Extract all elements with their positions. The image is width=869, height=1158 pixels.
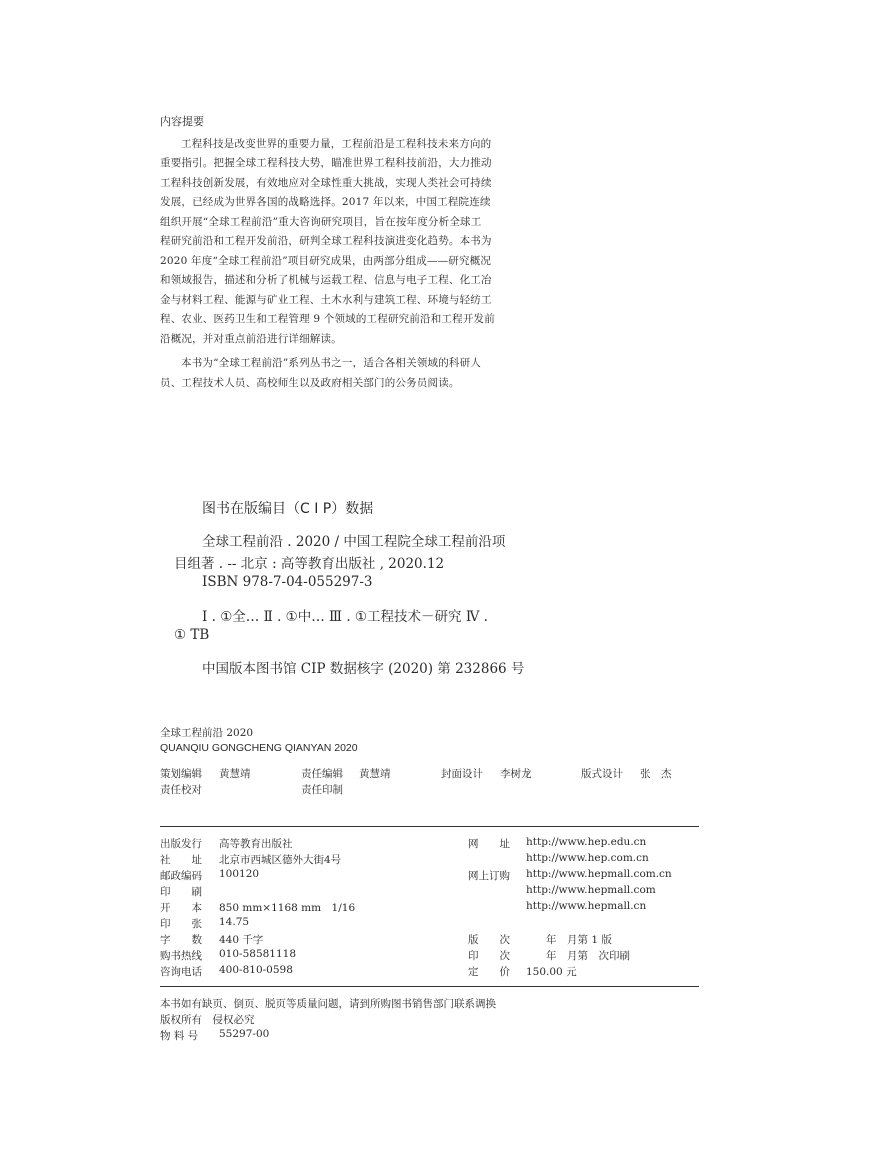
cip-line: 目组著 . -- 北京 : 高等教育出版社 , 2020.12 <box>174 556 445 572</box>
planning-editor-label: 策划编辑 <box>160 768 202 780</box>
pub-label: 开 本 <box>160 902 202 914</box>
cip-line: 全球工程前沿 . 2020 / 中国工程院全球工程前沿项 <box>202 534 506 550</box>
intro-line: 金与材料工程、能源与矿业工程、土木水利与建筑工程、环境与轻纺工 <box>160 294 492 306</box>
pub-value: 100120 <box>219 868 260 880</box>
book-title-en: QUANQIU GONGCHENG QIANYAN 2020 <box>160 742 358 754</box>
pub-value: 14.75 <box>219 916 250 928</box>
pub-label: 出版发行 <box>160 838 202 850</box>
web-link[interactable]: http://www.hep.edu.cn <box>526 836 647 848</box>
intro-line: 和领域报告，描述和分析了机械与运载工程、信息与电子工程、化工冶 <box>160 274 492 286</box>
price-value: 150.00 元 <box>526 966 577 978</box>
intro-line: 2020 年度“全球工程前沿”项目研究成果，由两部分组成——研究概况 <box>160 255 492 267</box>
intro-heading: 内容提要 <box>160 115 204 128</box>
pub-label: 咨询电话 <box>160 966 202 978</box>
pub-label: 印 张 <box>160 918 202 930</box>
pub-label: 购书热线 <box>160 950 202 962</box>
divider <box>160 826 699 827</box>
intro-line: 组织开展“全球工程前沿”重大咨询研究项目，旨在按年度分析全球工 <box>160 216 482 228</box>
intro-line: 员、工程技术人员、高校师生以及政府相关部门的公务员阅读。 <box>160 377 460 389</box>
pub-label: 字 数 <box>160 934 202 946</box>
pub-label: 邮政编码 <box>160 870 202 882</box>
proofreader-label: 责任校对 <box>160 784 202 796</box>
cip-classification: Ⅰ . ①全… Ⅱ . ①中… Ⅲ . ①工程技术－研究 Ⅳ . <box>202 609 488 625</box>
cip-classification: ① TB <box>174 627 210 643</box>
pub-value: 高等教育出版社 <box>219 838 293 850</box>
order-label: 网上订购 <box>468 870 510 882</box>
intro-line: 重要指引。把握全球工程科技大势，瞄准世界工程科技前沿，大力推动 <box>160 157 492 169</box>
intro-line: 本书为“全球工程前沿”系列丛书之一，适合各相关领域的科研人 <box>181 357 482 369</box>
pub-label: 社 址 <box>160 854 202 866</box>
pub-value: 440 千字 <box>219 934 264 946</box>
intro-line: 程研究前沿和工程开发前沿，研判全球工程科技演进变化趋势。本书为 <box>160 235 492 247</box>
responsible-editor-label: 责任编辑 <box>301 768 343 780</box>
planning-editor: 黄慧靖 <box>219 768 251 780</box>
intro-line: 工程科技创新发展，有效地应对全球性重大挑战，实现人类社会可持续 <box>160 177 492 189</box>
intro-line: 工程科技是改变世界的重要力量，工程前沿是工程科技未来方向的 <box>181 138 492 150</box>
web-label: 网 址 <box>468 838 510 850</box>
intro-line: 程、农业、医药卫生和工程管理 9 个领域的工程研究前沿和工程开发前 <box>160 313 495 325</box>
layout-design: 张 杰 <box>640 768 672 780</box>
pub-value: 400-810-0598 <box>219 964 293 976</box>
cover-design: 李树龙 <box>500 768 532 780</box>
price-label: 定 价 <box>468 966 510 978</box>
pub-label: 印 刷 <box>160 886 202 898</box>
printing-label: 责任印制 <box>301 784 343 796</box>
impression-value: 年 月第 次印刷 <box>546 950 630 962</box>
intro-line: 沿概况，并对重点前沿进行详细解读。 <box>160 333 342 345</box>
book-title-cn: 全球工程前沿 2020 <box>160 727 254 739</box>
pub-value: 010-58581118 <box>219 948 297 960</box>
pub-value: 850 mm×1168 mm 1/16 <box>219 902 356 914</box>
responsible-editor: 黄慧靖 <box>359 768 391 780</box>
copyright-notice: 版权所有 侵权必究 <box>160 1014 255 1026</box>
layout-design-label: 版式设计 <box>581 768 623 780</box>
pub-value: 北京市西城区德外大街4号 <box>219 854 342 866</box>
order-link[interactable]: http://www.hepmall.com.cn <box>526 868 672 880</box>
material-label: 物 料 号 <box>160 1030 199 1042</box>
cip-isbn: ISBN 978-7-04-055297-3 <box>202 574 373 590</box>
edition-label: 版 次 <box>468 934 510 946</box>
web-link[interactable]: http://www.hep.com.cn <box>526 852 649 864</box>
cip-title: 图书在版编目（C I P）数据 <box>202 501 374 517</box>
quality-notice: 本书如有缺页、倒页、脱页等质量问题，请到所购图书销售部门联系调换 <box>160 998 496 1010</box>
cover-design-label: 封面设计 <box>441 768 483 780</box>
edition-value: 年 月第 1 版 <box>546 934 612 946</box>
impression-label: 印 次 <box>468 950 510 962</box>
cip-number: 中国版本图书馆 CIP 数据核字 (2020) 第 232866 号 <box>202 661 525 677</box>
intro-line: 发展，已经成为世界各国的战略选择。2017 年以来，中国工程院连续 <box>160 196 491 208</box>
divider <box>160 986 699 987</box>
order-link[interactable]: http://www.hepmall.com <box>526 884 656 896</box>
order-link[interactable]: http://www.hepmall.cn <box>526 900 647 912</box>
material-number: 55297-00 <box>219 1028 270 1040</box>
